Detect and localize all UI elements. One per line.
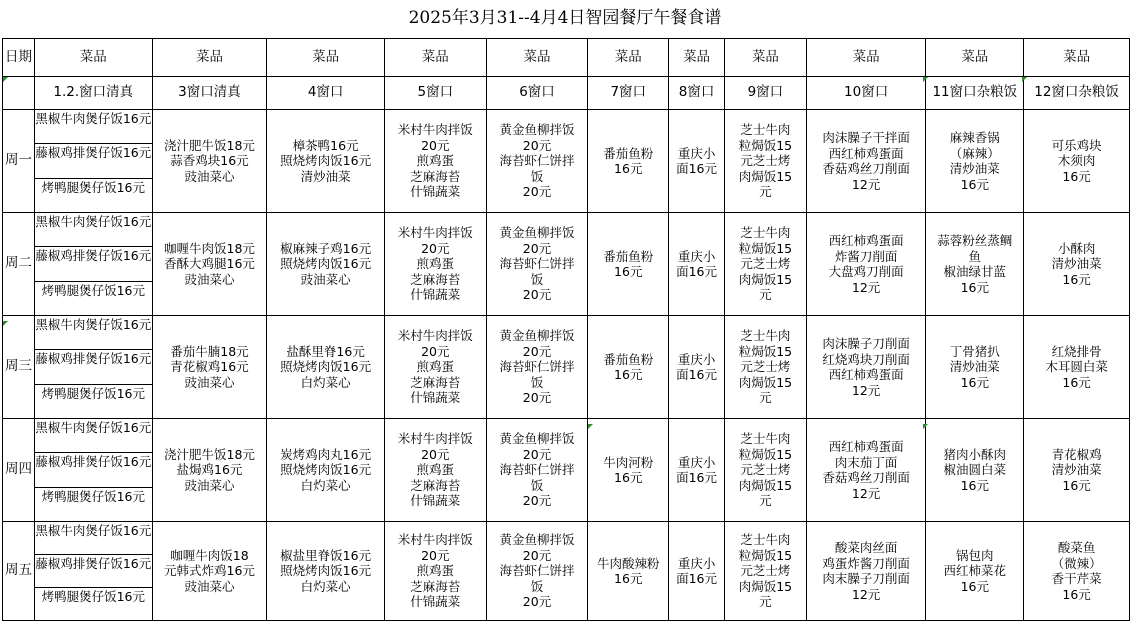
window-12-cell: 小酥肉 清炒油菜 16元 xyxy=(1024,213,1130,316)
window-9-cell: 芝士牛肉 粒焗饭15 元芝士烤 肉焗饭15 元 xyxy=(725,522,807,621)
dish-header: 菜品 xyxy=(1024,39,1130,77)
window-10-cell: 肉沫臊子干拌面 西红柿鸡蛋面 香菇鸡丝刀削面 12元 xyxy=(806,110,926,213)
window-header: 3窗口清真 xyxy=(152,77,267,110)
window-header: 6窗口 xyxy=(486,77,588,110)
window-1-2-cell xyxy=(34,110,152,213)
day-row-fri xyxy=(3,522,1130,621)
day-row-thu xyxy=(3,419,1130,522)
sub-dish: 烤鸭腿煲仔饭16元 xyxy=(35,384,152,418)
comment-marker-icon xyxy=(923,77,928,82)
window-1-2-cell xyxy=(34,522,152,621)
window-9-cell: 芝士牛肉 粒焗饭15 元芝士烤 肉焗饭15 元 xyxy=(725,419,807,522)
sub-dish: 藤椒鸡排煲仔饭16元 xyxy=(35,246,152,280)
window-8-cell: 重庆小 面16元 xyxy=(669,316,725,419)
window-9-cell: 芝士牛肉 粒焗饭15 元芝士烤 肉焗饭15 元 xyxy=(725,213,807,316)
sub-dish: 黑椒牛肉煲仔饭16元 xyxy=(35,523,152,538)
comment-marker-icon xyxy=(1022,77,1027,82)
window-7-cell: 番茄鱼粉 16元 xyxy=(588,110,669,213)
window-3-cell: 咖喱牛肉饭18元 香酥大鸡腿16元 豉油菜心 xyxy=(152,213,267,316)
window-10-cell: 酸菜肉丝面 鸡蛋炸酱刀削面 肉末臊子刀削面 12元 xyxy=(806,522,926,621)
header-row-dish xyxy=(3,39,1130,77)
window-3-cell: 浇汁肥牛饭18元 蒜香鸡块16元 豉油菜心 xyxy=(152,110,267,213)
window-header: 5窗口 xyxy=(384,77,486,110)
sub-dish: 黑椒牛肉煲仔饭16元 xyxy=(35,420,152,435)
window-7-cell: 牛肉酸辣粉 16元 xyxy=(588,522,669,621)
window-6-cell: 黄金鱼柳拌饭 20元 海苔虾仁饼拌 饭 20元 xyxy=(486,419,588,522)
window-header: 8窗口 xyxy=(669,77,725,110)
window-10-cell: 西红柿鸡蛋面 肉末茄丁面 香菇鸡丝刀削面 12元 xyxy=(806,419,926,522)
dish-header: 菜品 xyxy=(926,39,1024,77)
window-12-cell: 可乐鸡块 木须肉 16元 xyxy=(1024,110,1130,213)
comment-marker-icon xyxy=(588,424,593,429)
window-5-cell: 米村牛肉拌饭 20元 煎鸡蛋 芝麻海苔 什锦蔬菜 xyxy=(384,316,486,419)
sub-dish: 黑椒牛肉煲仔饭16元 xyxy=(35,317,152,332)
window-4-cell: 樟茶鸭16元 照烧烤肉饭16元 清炒油菜 xyxy=(267,110,385,213)
window-5-cell: 米村牛肉拌饭 20元 煎鸡蛋 芝麻海苔 什锦蔬菜 xyxy=(384,213,486,316)
dish-header: 菜品 xyxy=(725,39,807,77)
header-row-window xyxy=(3,77,1130,110)
window-11-cell: 麻辣香锅 （麻辣） 清炒油菜 16元 xyxy=(926,110,1024,213)
window-5-cell: 米村牛肉拌饭 20元 煎鸡蛋 芝麻海苔 什锦蔬菜 xyxy=(384,522,486,621)
window-8-cell: 重庆小 面16元 xyxy=(669,110,725,213)
window-11-cell: 锅包肉 西红柿菜花 16元 xyxy=(926,522,1024,621)
window-11-cell: 丁骨猪扒 清炒油菜 16元 xyxy=(926,316,1024,419)
dish-header: 菜品 xyxy=(806,39,926,77)
window-7-cell: 牛肉河粉 16元 xyxy=(588,419,669,522)
window-4-cell: 椒麻辣子鸡16元 照烧烤肉饭16元 豉油菜心 xyxy=(267,213,385,316)
sub-dish: 烤鸭腿煲仔饭16元 xyxy=(35,281,152,315)
window-6-cell: 黄金鱼柳拌饭 20元 海苔虾仁饼拌 饭 20元 xyxy=(486,213,588,316)
day-label: 周五 xyxy=(3,522,35,621)
dish-header: 菜品 xyxy=(669,39,725,77)
sub-dish: 烤鸭腿煲仔饭16元 xyxy=(35,587,152,620)
dish-header: 菜品 xyxy=(267,39,385,77)
window-9-cell: 芝士牛肉 粒焗饭15 元芝士烤 肉焗饭15 元 xyxy=(725,316,807,419)
window-10-cell: 肉沫臊子刀削面 红烧鸡块刀削面 西红柿鸡蛋面 12元 xyxy=(806,316,926,419)
window-9-cell: 芝士牛肉 粒焗饭15 元芝士烤 肉焗饭15 元 xyxy=(725,110,807,213)
sub-dish: 藤椒鸡排煲仔饭16元 xyxy=(35,554,152,587)
comment-marker-icon xyxy=(923,424,928,429)
window-8-cell: 重庆小 面16元 xyxy=(669,522,725,621)
date-header: 日期 xyxy=(3,39,35,77)
dish-header: 菜品 xyxy=(34,39,152,77)
day-row-mon xyxy=(3,110,1130,213)
window-4-cell: 炭烤鸡肉丸16元 照烧烤肉饭16元 白灼菜心 xyxy=(267,419,385,522)
window-header: 7窗口 xyxy=(588,77,669,110)
menu-table xyxy=(2,38,1130,621)
window-5-cell: 米村牛肉拌饭 20元 煎鸡蛋 芝麻海苔 什锦蔬菜 xyxy=(384,110,486,213)
day-label: 周四 xyxy=(3,419,35,522)
sub-dish: 黑椒牛肉煲仔饭16元 xyxy=(35,111,152,126)
window-10-cell: 西红柿鸡蛋面 炸酱刀削面 大盘鸡刀削面 12元 xyxy=(806,213,926,316)
window-8-cell: 重庆小 面16元 xyxy=(669,213,725,316)
window-5-cell: 米村牛肉拌饭 20元 煎鸡蛋 芝麻海苔 什锦蔬菜 xyxy=(384,419,486,522)
dish-header: 菜品 xyxy=(152,39,267,77)
window-header: 9窗口 xyxy=(725,77,807,110)
window-4-cell: 盐酥里脊16元 照烧烤肉饭16元 白灼菜心 xyxy=(267,316,385,419)
window-header: 10窗口 xyxy=(806,77,926,110)
comment-marker-icon xyxy=(3,77,8,82)
day-label: 周一 xyxy=(3,110,35,213)
window-11-cell: 蒜蓉粉丝蒸鲷 鱼 椒油绿甘蓝 16元 xyxy=(926,213,1024,316)
window-header: 1.2.窗口清真 xyxy=(34,77,152,110)
window-3-cell: 咖喱牛肉饭18 元韩式炸鸡16元 豉油菜心 xyxy=(152,522,267,621)
window-1-2-cell xyxy=(34,213,152,316)
window-header: 4窗口 xyxy=(267,77,385,110)
page-title: 2025年3月31--4月4日智园餐厅午餐食谱 xyxy=(408,8,722,28)
window-1-2-cell xyxy=(34,419,152,522)
day-label: 周二 xyxy=(3,213,35,316)
dish-header: 菜品 xyxy=(588,39,669,77)
dish-header: 菜品 xyxy=(384,39,486,77)
window-8-cell: 重庆小 面16元 xyxy=(669,419,725,522)
window-7-cell: 番茄鱼粉 16元 xyxy=(588,316,669,419)
window-header: 11窗口杂粮饭 xyxy=(926,77,1024,110)
window-11-cell: 猪肉小酥肉 椒油圆白菜 16元 xyxy=(926,419,1024,522)
window-6-cell: 黄金鱼柳拌饭 20元 海苔虾仁饼拌 饭 20元 xyxy=(486,316,588,419)
day-row-tue xyxy=(3,213,1130,316)
window-1-2-cell xyxy=(34,316,152,419)
window-12-cell: 酸菜鱼 （微辣） 香干芹菜 16元 xyxy=(1024,522,1130,621)
sub-dish: 藤椒鸡排煲仔饭16元 xyxy=(35,349,152,383)
day-label: 周三 xyxy=(3,316,35,419)
window-4-cell: 椒盐里脊饭16元 照烧烤肉饭16元 白灼菜心 xyxy=(267,522,385,621)
window-header: 12窗口杂粮饭 xyxy=(1024,77,1130,110)
window-7-cell: 番茄鱼粉 16元 xyxy=(588,213,669,316)
dish-header: 菜品 xyxy=(486,39,588,77)
sub-dish: 黑椒牛肉煲仔饭16元 xyxy=(35,214,152,229)
window-3-cell: 番茄牛腩18元 青花椒鸡16元 豉油菜心 xyxy=(152,316,267,419)
sub-dish: 烤鸭腿煲仔饭16元 xyxy=(35,178,152,212)
window-6-cell: 黄金鱼柳拌饭 20元 海苔虾仁饼拌 饭 20元 xyxy=(486,522,588,621)
comment-marker-icon xyxy=(3,321,8,326)
window-12-cell: 青花椒鸡 清炒油菜 16元 xyxy=(1024,419,1130,522)
window-12-cell: 红烧排骨 木耳圆白菜 16元 xyxy=(1024,316,1130,419)
sub-dish: 烤鸭腿煲仔饭16元 xyxy=(35,487,152,521)
window-3-cell: 浇汁肥牛饭18元 盐焗鸡16元 豉油菜心 xyxy=(152,419,267,522)
sub-dish: 藤椒鸡排煲仔饭16元 xyxy=(35,452,152,486)
day-row-wed xyxy=(3,316,1130,419)
sub-dish: 藤椒鸡排煲仔饭16元 xyxy=(35,143,152,177)
window-6-cell: 黄金鱼柳拌饭 20元 海苔虾仁饼拌 饭 20元 xyxy=(486,110,588,213)
